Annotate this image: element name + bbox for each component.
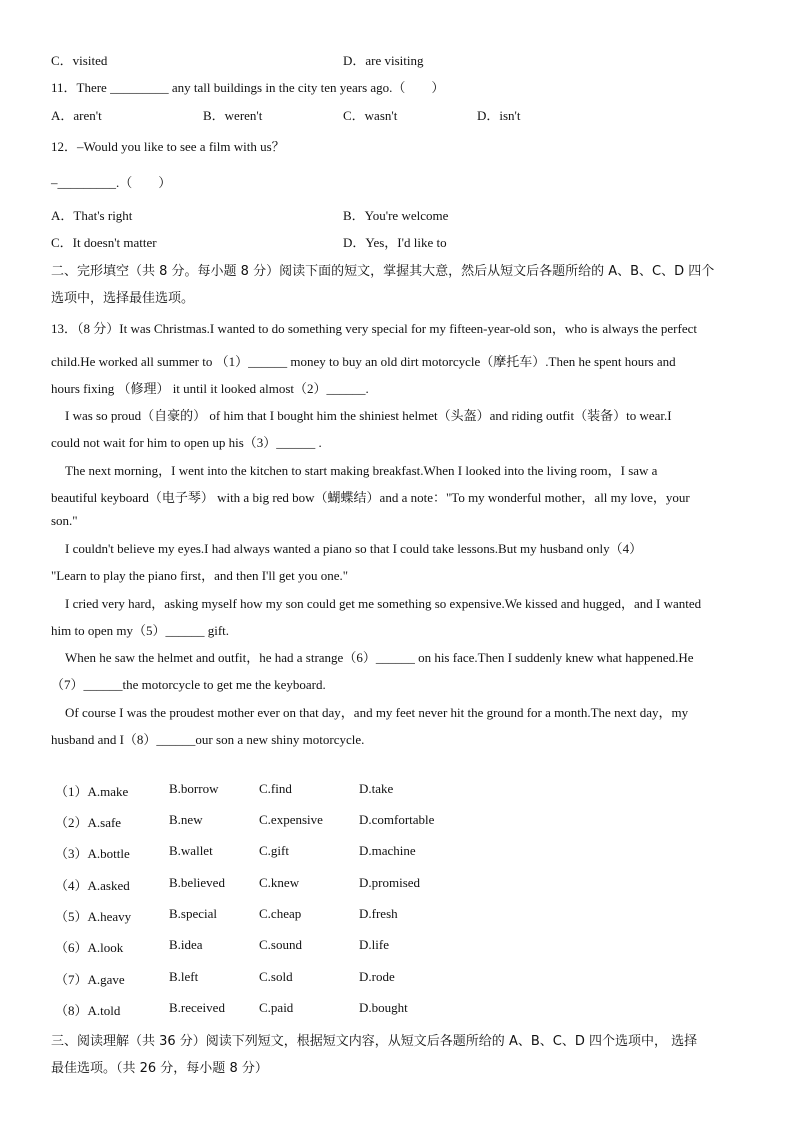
q13-option-b: B.left [169, 969, 199, 984]
q13-line: （7）______the motorcycle to get me the keyboard. [51, 677, 326, 692]
q13-line: I cried very hard，asking myself how my son could get me something so expensive.We kissed and hugged，and I wanted [65, 596, 702, 611]
q13-option-a: （4）A.asked [55, 878, 130, 893]
q13-option-c: C.cheap [259, 906, 302, 921]
section2-heading: 二、完形填空（共 8 分。每小题 8 分）阅读下面的短文，掌握其大意，然后从短文后各题所给的 A、B、C、D 四个 [51, 264, 715, 279]
q13-line: him to open my（5）______ gift. [51, 623, 230, 638]
q13-option-d: D.fresh [359, 906, 398, 921]
q13-option-a: （2）A.safe [55, 815, 122, 830]
section2-heading-cont: 选项中，选择最佳选项。 [51, 291, 195, 306]
q13-option-a: （3）A.bottle [55, 846, 130, 861]
q12-option-a: A．That's right [51, 208, 133, 223]
q11-option-b: B．weren't [203, 108, 263, 123]
q13-option-a: （6）A.look [55, 940, 124, 955]
q13-option-b: B.borrow [169, 781, 219, 796]
q13-option-c: C.knew [259, 875, 300, 890]
q13-option-a: （5）A.heavy [55, 909, 132, 924]
q13-option-d: D.bought [359, 1000, 408, 1015]
q13-option-b: B.wallet [169, 843, 213, 858]
q13-line: Of course I was the proudest mother ever on that day，and my feet never hit the ground for a month.The next day，my [65, 705, 689, 720]
q12-option-b: B．You're welcome [343, 208, 449, 223]
q13-option-b: B.special [169, 906, 218, 921]
q13-option-d: D.comfortable [359, 812, 435, 827]
q13-option-c: C.sound [259, 937, 302, 952]
q13-line: could not wait for him to open up his（3）______ . [51, 435, 322, 450]
q11-stem: 11．There _________ any tall buildings in the city ten years ago.（ ） [51, 80, 445, 95]
q13-line: son." [51, 513, 78, 528]
q12-option-c: C．It doesn't matter [51, 235, 157, 250]
q11-option-a: A．aren't [51, 108, 102, 123]
q13-line: "Learn to play the piano first，and then I'll get you one." [51, 568, 349, 583]
q13-line: child.He worked all summer to （1）______ money to buy an old dirt motorcycle（摩托车）.Then he spent hours and [51, 354, 676, 369]
q13-option-c: C.find [259, 781, 292, 796]
q13-line: The next morning，I went into the kitchen to start making breakfast.When I looked into the living room，I saw a [65, 463, 658, 478]
q13-line: I couldn't believe my eyes.I had always wanted a piano so that I could take lessons.But my husband only（4） [65, 541, 643, 556]
q13-line: beautiful keyboard（电子琴） with a big red bow（蝴蝶结）and a note："To my wonderful mother，all my love，your [51, 490, 690, 505]
section3-heading-cont: 最佳选项。（共 26 分，每小题 8 分） [51, 1061, 268, 1076]
q13-option-d: D.take [359, 781, 394, 796]
q12-answer-line: –_________.（ ） [51, 175, 172, 190]
q13-option-a: （8）A.told [55, 1003, 121, 1018]
q13-option-b: B.new [169, 812, 203, 827]
q13-line: husband and I（8）______our son a new shiny motorcycle. [51, 732, 365, 747]
q13-option-a: （1）A.make [55, 784, 129, 799]
q13-line: When he saw the helmet and outfit，he had a strange（6）______ on his face.Then I suddenly knew what happened.He [65, 650, 694, 665]
q13-option-d: D.rode [359, 969, 395, 984]
section3-heading: 三、阅读理解（共 36 分）阅读下列短文，根据短文内容，从短文后各题所给的 A、B、C、D 四个选项中， 选择 [51, 1034, 698, 1049]
q13-option-c: C.paid [259, 1000, 294, 1015]
q13-option-c: C.expensive [259, 812, 323, 827]
q13-option-b: B.idea [169, 937, 203, 952]
q12-option-d: D．Yes，I'd like to [343, 235, 447, 250]
q13-option-d: D.life [359, 937, 389, 952]
q13-line: hours fixing （修理） it until it looked almost（2）______. [51, 381, 369, 396]
q10-option-d: D．are visiting [343, 53, 424, 68]
q13-line: I was so proud（自豪的） of him that I bought him the shiniest helmet（头盔）and riding outfit（装备）to wear.I [65, 408, 672, 423]
q13-option-b: B.believed [169, 875, 225, 890]
q13-option-a: （7）A.gave [55, 972, 125, 987]
q13-option-b: B.received [169, 1000, 225, 1015]
q11-option-d: D．isn't [477, 108, 521, 123]
q13-option-d: D.machine [359, 843, 416, 858]
q11-option-c: C．wasn't [343, 108, 398, 123]
q12-stem: 12．–Would you like to see a film with us？ [51, 139, 285, 154]
q13-option-d: D.promised [359, 875, 421, 890]
q13-option-c: C.gift [259, 843, 289, 858]
q10-option-c: C．visited [51, 53, 108, 68]
q13-option-c: C.sold [259, 969, 293, 984]
q13-line: 13．（8 分）It was Christmas.I wanted to do something very special for my fifteen-year-old son，who is always the perfect [51, 321, 697, 336]
